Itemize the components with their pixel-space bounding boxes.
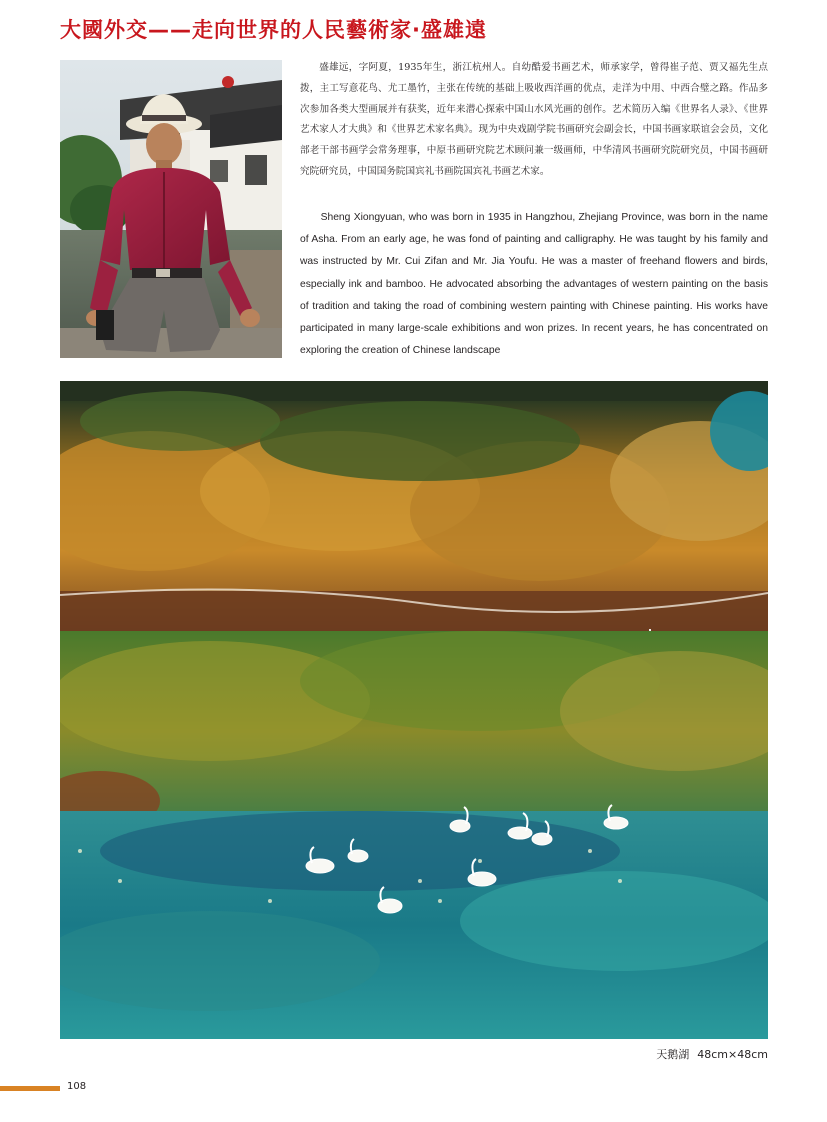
footer-accent-bar (0, 1086, 60, 1091)
artwork-title: 天鹅湖 (656, 1048, 690, 1061)
artist-bio-chinese: 盛雄远，字阿夏，1935年生，浙江杭州人。自幼酷爱书画艺术，师承家学，曾得崔子范、贾又福先生点拨，主工写意花鸟、尤工墨竹，主张在传统的基础上吸收西洋画的优点，走洋为中用、中西合璧之路。作品多次参加各类大型画展并有获奖，近年来潜心探索中国山水风光画的创作。艺术简历入编《世界名人录》、《世界艺术家人才大典》和《世界艺术家名典》。现为中央戏剧学院书画研究会副会长，中国书画家联谊会会员，文化部老干部书画学会常务理事，中原书画研究院艺术顾问兼一级画师，中华清风书画研究院研究员，中国书画研究院研究员，中国国务院国宾礼书画院国宾礼书画艺术家。 (300, 62, 768, 177)
artist-portrait-photo (60, 60, 282, 358)
page-title: 大國外交——走向世界的人民藝術家·盛雄遠 (60, 18, 487, 42)
artwork-caption (648, 1046, 768, 1062)
artwork-size: 48cm×48cm (697, 1048, 768, 1061)
artist-bio-english: Sheng Xiongyuan, who was born in 1935 in Hangzhou, Zhejiang Province, was born in the name of Asha. From an early age, he was fond of painting and calligraphy. He was taught by his family and was instructed by Mr. Cui Zifan and Mr. Jia Youfu. He was a master of freehand flowers and birds, especially ink and bamboo. He advocated absorbing the advantages of western painting on the basis of tradition and taking the road of combining western painting with Chinese painting. His works have participated in many large-scale exhibitions and won prizes. In recent years, he has concentrated on exploring the creation of Chinese landscape (300, 212, 768, 357)
painting-swan-lake (60, 381, 768, 1039)
page-number: 108 (67, 1081, 87, 1092)
